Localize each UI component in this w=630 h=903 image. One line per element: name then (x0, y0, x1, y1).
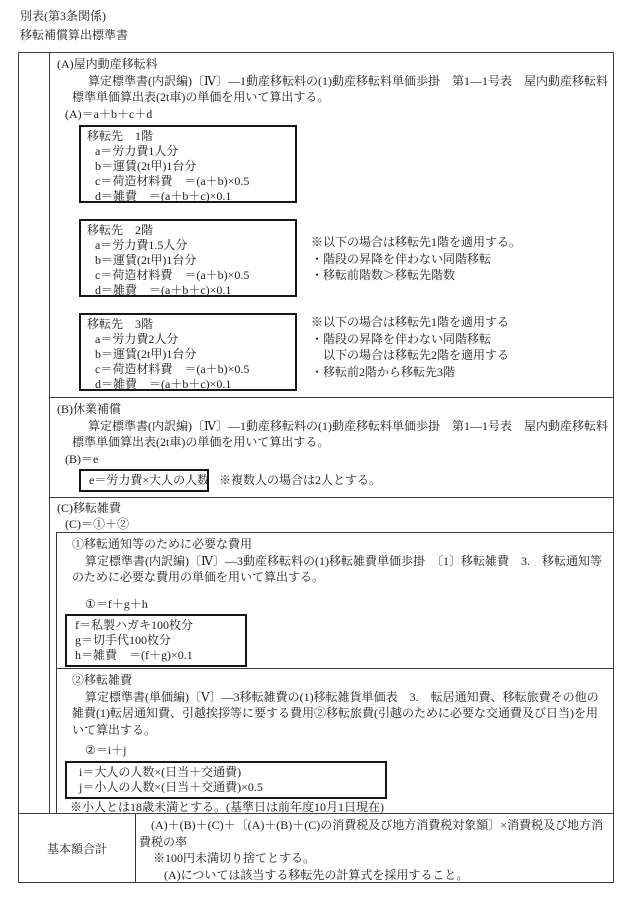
subsection-2-desc-line2: 雑費(1)転居通知費、引越挨拶等に要する費用②移転旅費(引越のために必要な交通費及び日当)を用 (72, 706, 598, 720)
floor1-item-b: b＝運賃(2t甲)1台分 (95, 159, 197, 173)
subsection-1-desc-line2: のために必要な費用の単価を用いて算出する。 (72, 570, 325, 584)
floor2-notes (311, 219, 521, 297)
floor3-notes (311, 313, 509, 391)
allowance-item-i: i＝大人の人数×(日当＋交通費) (79, 764, 242, 779)
postcard-box-row (65, 614, 613, 667)
floor3-item-d: d＝雑費 ＝(a＋b＋c)×0.1 (95, 377, 232, 391)
total-formula-line1: (A)＋(B)＋(C)＋〔(A)＋(B)＋(C)の消費税及び地方消費税対象額〕×消費税及び地方消 (151, 818, 604, 832)
floor2-item-a: a＝労力費1.5人分 (95, 238, 188, 252)
floor2-item-c: c＝荷造材料費 ＝(a＋b)×0.5 (95, 268, 250, 282)
section-b-desc-line2: 標準単価算出表(2t車)の単価を用いて算出する。 (72, 435, 330, 449)
floor3-note-2: ・階段の昇降を伴わない同階移転 (311, 331, 492, 346)
total-label: 基本額合計 (19, 814, 136, 882)
labor-cost-note: ※複数人の場合は2人とする。 (219, 473, 382, 487)
subsection-1-desc-line1: 算定標準書(内訳編)〔Ⅳ〕―3動産移転料の(1)移転雑費単価歩掛 〔1〕移転雑費 3. 移転通知等 (85, 553, 602, 568)
floor1-item-c: c＝荷造材料費 ＝(a＋b)×0.5 (95, 174, 250, 188)
floor2-note-2: ・階段の昇降を伴わない同階移転 (311, 251, 492, 266)
total-note-rounding: ※100円未満切り捨てとする。 (153, 851, 316, 865)
total-formula-cell (136, 814, 613, 882)
section-a-title: (A)屋内動産移転料 (57, 57, 158, 71)
floor2-item-d: d＝雑費 ＝(a＋b＋c)×0.1 (95, 283, 232, 297)
section-b-formula: (B)＝e (65, 451, 99, 466)
floor3-note-3: 以下の場合は移転先2階を適用する (311, 348, 510, 362)
section-b-desc-line1: 算定標準書(内訳編)〔Ⅳ〕―1動産移転料の(1)動産移転料単価歩掛 第1―1号表 屋内動産移転料 (88, 418, 608, 433)
floor2-note-3: ・移転前階数＞移転先階数 (311, 268, 456, 282)
labor-cost-box-row (79, 469, 613, 492)
floor1-item-a: a＝労力費1人分 (95, 144, 179, 158)
compensation-standard-table (18, 52, 614, 883)
left-margin-column (19, 53, 50, 813)
section-a-indoor-movables (50, 53, 613, 398)
section-c-nested-table (56, 532, 613, 813)
postcard-item-f: f＝私製ハガキ100枚分 (75, 618, 193, 632)
formula-box-floor2 (79, 219, 297, 297)
subsection-2-misc-moving-expenses (57, 669, 613, 813)
subsection-2-desc-line1: 算定標準書(単価編)〔Ⅴ〕―3移転雑費の(1)移転雑貨単価表 3. 転居通知費、移転旅費その他の (85, 689, 599, 704)
section-a-desc-line1: 算定標準書(内訳編)〔Ⅳ〕―1動産移転料の(1)動産移転料単価歩掛 第1―1号表 屋内動産移転料 (88, 73, 608, 88)
section-b-business-suspension (50, 398, 613, 498)
floor3-item-a: a＝労力費2人分 (95, 332, 179, 346)
section-a-formula: (A)＝a＋b＋c＋d (65, 106, 153, 121)
formula-box-floor3 (79, 313, 297, 391)
subsection-1-formula: ①＝f＋g＋h (85, 596, 148, 611)
subsection-2-desc-line3: いて算出する。 (72, 722, 157, 737)
section-c-formula: (C)＝①＋② (65, 517, 129, 531)
floor1-box-title: 移転先 1階 (87, 129, 154, 143)
floor2-item-b: b＝運賃(2t甲)1台分 (95, 253, 197, 267)
floor2-box-title: 移転先 2階 (87, 223, 154, 237)
section-c-misc-expenses (50, 498, 613, 813)
doc-annotation: 別表(第3条関係) (20, 9, 106, 23)
subsection-1-title: ①移転通知等のために必要な費用 (72, 537, 253, 551)
doc-title: 移転補償算出標準書 (20, 28, 129, 42)
floor3-note-4: ・移転前2階から移転先3階 (311, 364, 456, 379)
table-content-column (50, 53, 613, 813)
floor3-item-c: c＝荷造材料費 ＝(a＋b)×0.5 (95, 362, 250, 376)
floor1-box-row (79, 125, 613, 203)
floor2-box-row (79, 219, 613, 297)
floor1-item-d: d＝雑費 ＝(a＋b＋c)×0.1 (95, 189, 232, 203)
section-a-desc-line2: 標準単価算出表(2t車)の単価を用いて算出する。 (72, 90, 330, 104)
floor3-item-b: b＝運賃(2t甲)1台分 (95, 347, 197, 361)
floor2-note-1: ※以下の場合は移転先1階を適用する。 (311, 235, 522, 249)
floor3-note-1: ※以下の場合は移転先1階を適用する (311, 315, 510, 329)
formula-box-allowance (65, 761, 387, 799)
total-note-formula-choice: (A)については該当する移転先の計算式を採用すること。 (164, 867, 469, 882)
floor3-box-row (79, 313, 613, 391)
formula-box-postcard (65, 614, 247, 667)
labor-cost-formula: e＝労力費×大人の人数 (89, 473, 210, 487)
subsection-2-formula: ②＝i＋j (85, 743, 127, 757)
allowance-box-row (65, 761, 613, 799)
subsection-1-notification-costs (57, 533, 613, 669)
total-row (19, 813, 613, 882)
table-main-rows (19, 53, 613, 813)
subsection-2-title: ②移転雑費 (72, 673, 133, 687)
floor3-box-title: 移転先 3階 (87, 317, 154, 331)
section-c-title: (C)移転雑費 (57, 501, 121, 515)
formula-box-floor1 (79, 125, 297, 203)
postcard-item-g: g＝切手代100枚分 (75, 633, 172, 647)
total-formula-line2: 費税の率 (139, 834, 188, 849)
formula-box-labor-cost (79, 469, 209, 492)
section-b-title: (B)休業補償 (57, 402, 121, 416)
postcard-item-h: h＝雑費 ＝(f＋g)×0.1 (75, 648, 193, 662)
subsection-2-note: ※小人とは18歳未満とする。(基準日は前年度10月1日現在) (70, 799, 384, 813)
allowance-item-j: j＝小人の人数×(日当＋交通費)×0.5 (79, 779, 263, 794)
